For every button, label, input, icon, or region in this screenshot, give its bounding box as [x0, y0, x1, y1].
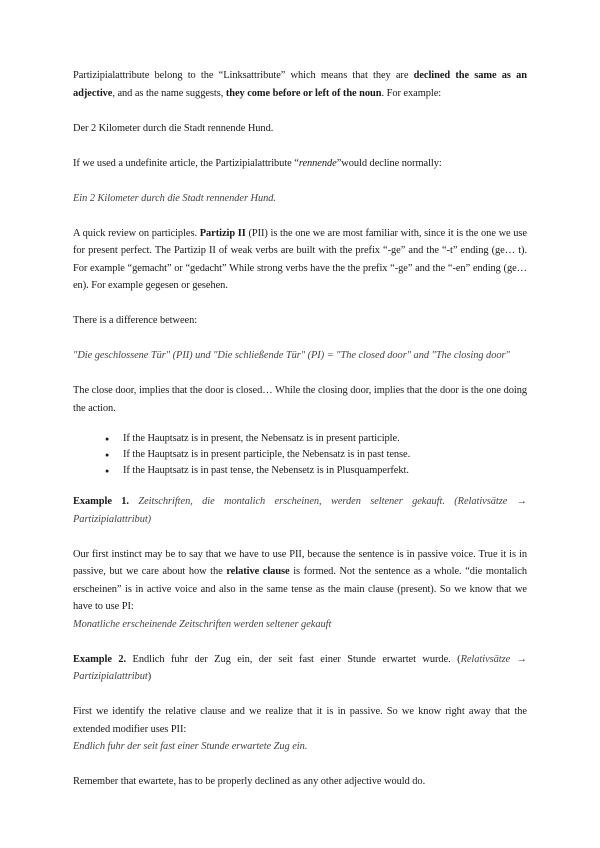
intro-paragraph [73, 67, 527, 102]
example-1-expl-text-1: Our first instinct may be to say that we have to use PII, because the sentence is in passive voice. True it is in passive, but we care about how the [73, 548, 527, 577]
difference-example: "Die geschlossene Tür" (PII) und "Die schließende Tür" (PI) = "The closed door" and "The closing door" [73, 350, 510, 361]
undefinite-text-1: If we used a undefinite article, the Partizipialattribute “ [73, 157, 299, 169]
intro-bold-1: declined the same as an adjective [73, 70, 527, 99]
example-1-label: Example 1. [73, 496, 129, 507]
example-sentence: Der 2 Kilometer durch die Stadt rennende Hund. [73, 122, 274, 134]
example-2-label: Example 2. [73, 653, 127, 665]
intro-text-2: , and as the name suggests, [112, 87, 226, 99]
example-1-explanation [73, 546, 527, 616]
example-2-italic: Relativsätze → Partizipialattribut [73, 653, 527, 682]
list-item: ● If the Hauptsatz is in present, the Nebensatz is in present participle. [105, 431, 527, 447]
list-item: ● If the Hauptsatz is in past tense, the Nebensetz is in Plusquamperfekt. [105, 463, 527, 479]
intro-bold-2: they come before or left of the noun [225, 87, 382, 99]
review-text-1: A quick review on participles. [73, 227, 200, 239]
example-2-answer: Endlich fuhr der seit fast einer Stunde erwartete Zug ein. [73, 741, 308, 752]
undefinite-text-2: ”would decline normally: [336, 157, 442, 169]
example-2-explanation: First we identify the relative clause and we realize that it is in passive. So we know right away that the extended modifier uses PII: [73, 706, 527, 735]
closed-door-paragraph: The close door, implies that the door is closed… While the closing door, implies that the door is the one doing the action. [73, 385, 527, 414]
example-1-answer: Monatliche erscheinende Zeitschriften werden seltener gekauft [73, 618, 332, 630]
example-1-expl-text-2: is formed. Not the sentence as a whole. “die montalich erscheinen” is in active voice and also in the same tense as the main clause (present). So we know that we have to use PI: [73, 566, 527, 612]
difference-intro: There is a difference between: [73, 315, 198, 326]
example-1-text: Zeitschriften, die montalich erscheinen, werden seltener gekauft. (Relativsätze → Partizipialattribut) [73, 496, 527, 525]
review-bold: Partizip II [199, 227, 246, 239]
undefinite-italic: rennende [298, 157, 337, 169]
undefinite-paragraph [73, 155, 527, 173]
review-text-2: (PII) is the one we are most familiar with, since it is the one we use for present perfect. The Partizip II of weak verbs are built with the prefix “-ge” and the “-t” ending (ge… t). For example “gemacht” or “gedacht” While strong verbs have the the prefix “-ge” and the “-en” ending (ge…en). For example gegesen or gesehen. [73, 227, 527, 291]
example-1 [73, 493, 527, 528]
participle-bullet-list [73, 431, 527, 479]
example-2-text: Endlich fuhr der Zug ein, der seit fast einer Stunde erwartet wurde. ( [126, 653, 461, 665]
example-1-expl-bold: relative clause [226, 566, 290, 577]
example-2 [73, 651, 527, 686]
review-paragraph [73, 225, 527, 295]
document-body [73, 67, 527, 791]
list-item: ● If the Hauptsatz is in present participle, the Nebensatz is in past tense. [105, 447, 527, 463]
intro-text-3: . For example: [381, 87, 442, 99]
closing-paragraph: Remember that ewartete, has to be properly declined as any other adjective would do. [73, 776, 426, 787]
undefinite-example: Ein 2 Kilometer durch die Stadt rennender Hund. [73, 192, 276, 204]
example-2-end: ) [147, 671, 152, 682]
intro-text-1: Partizipialattribute belong to the “Linksattribute” which means that they are [73, 70, 414, 81]
